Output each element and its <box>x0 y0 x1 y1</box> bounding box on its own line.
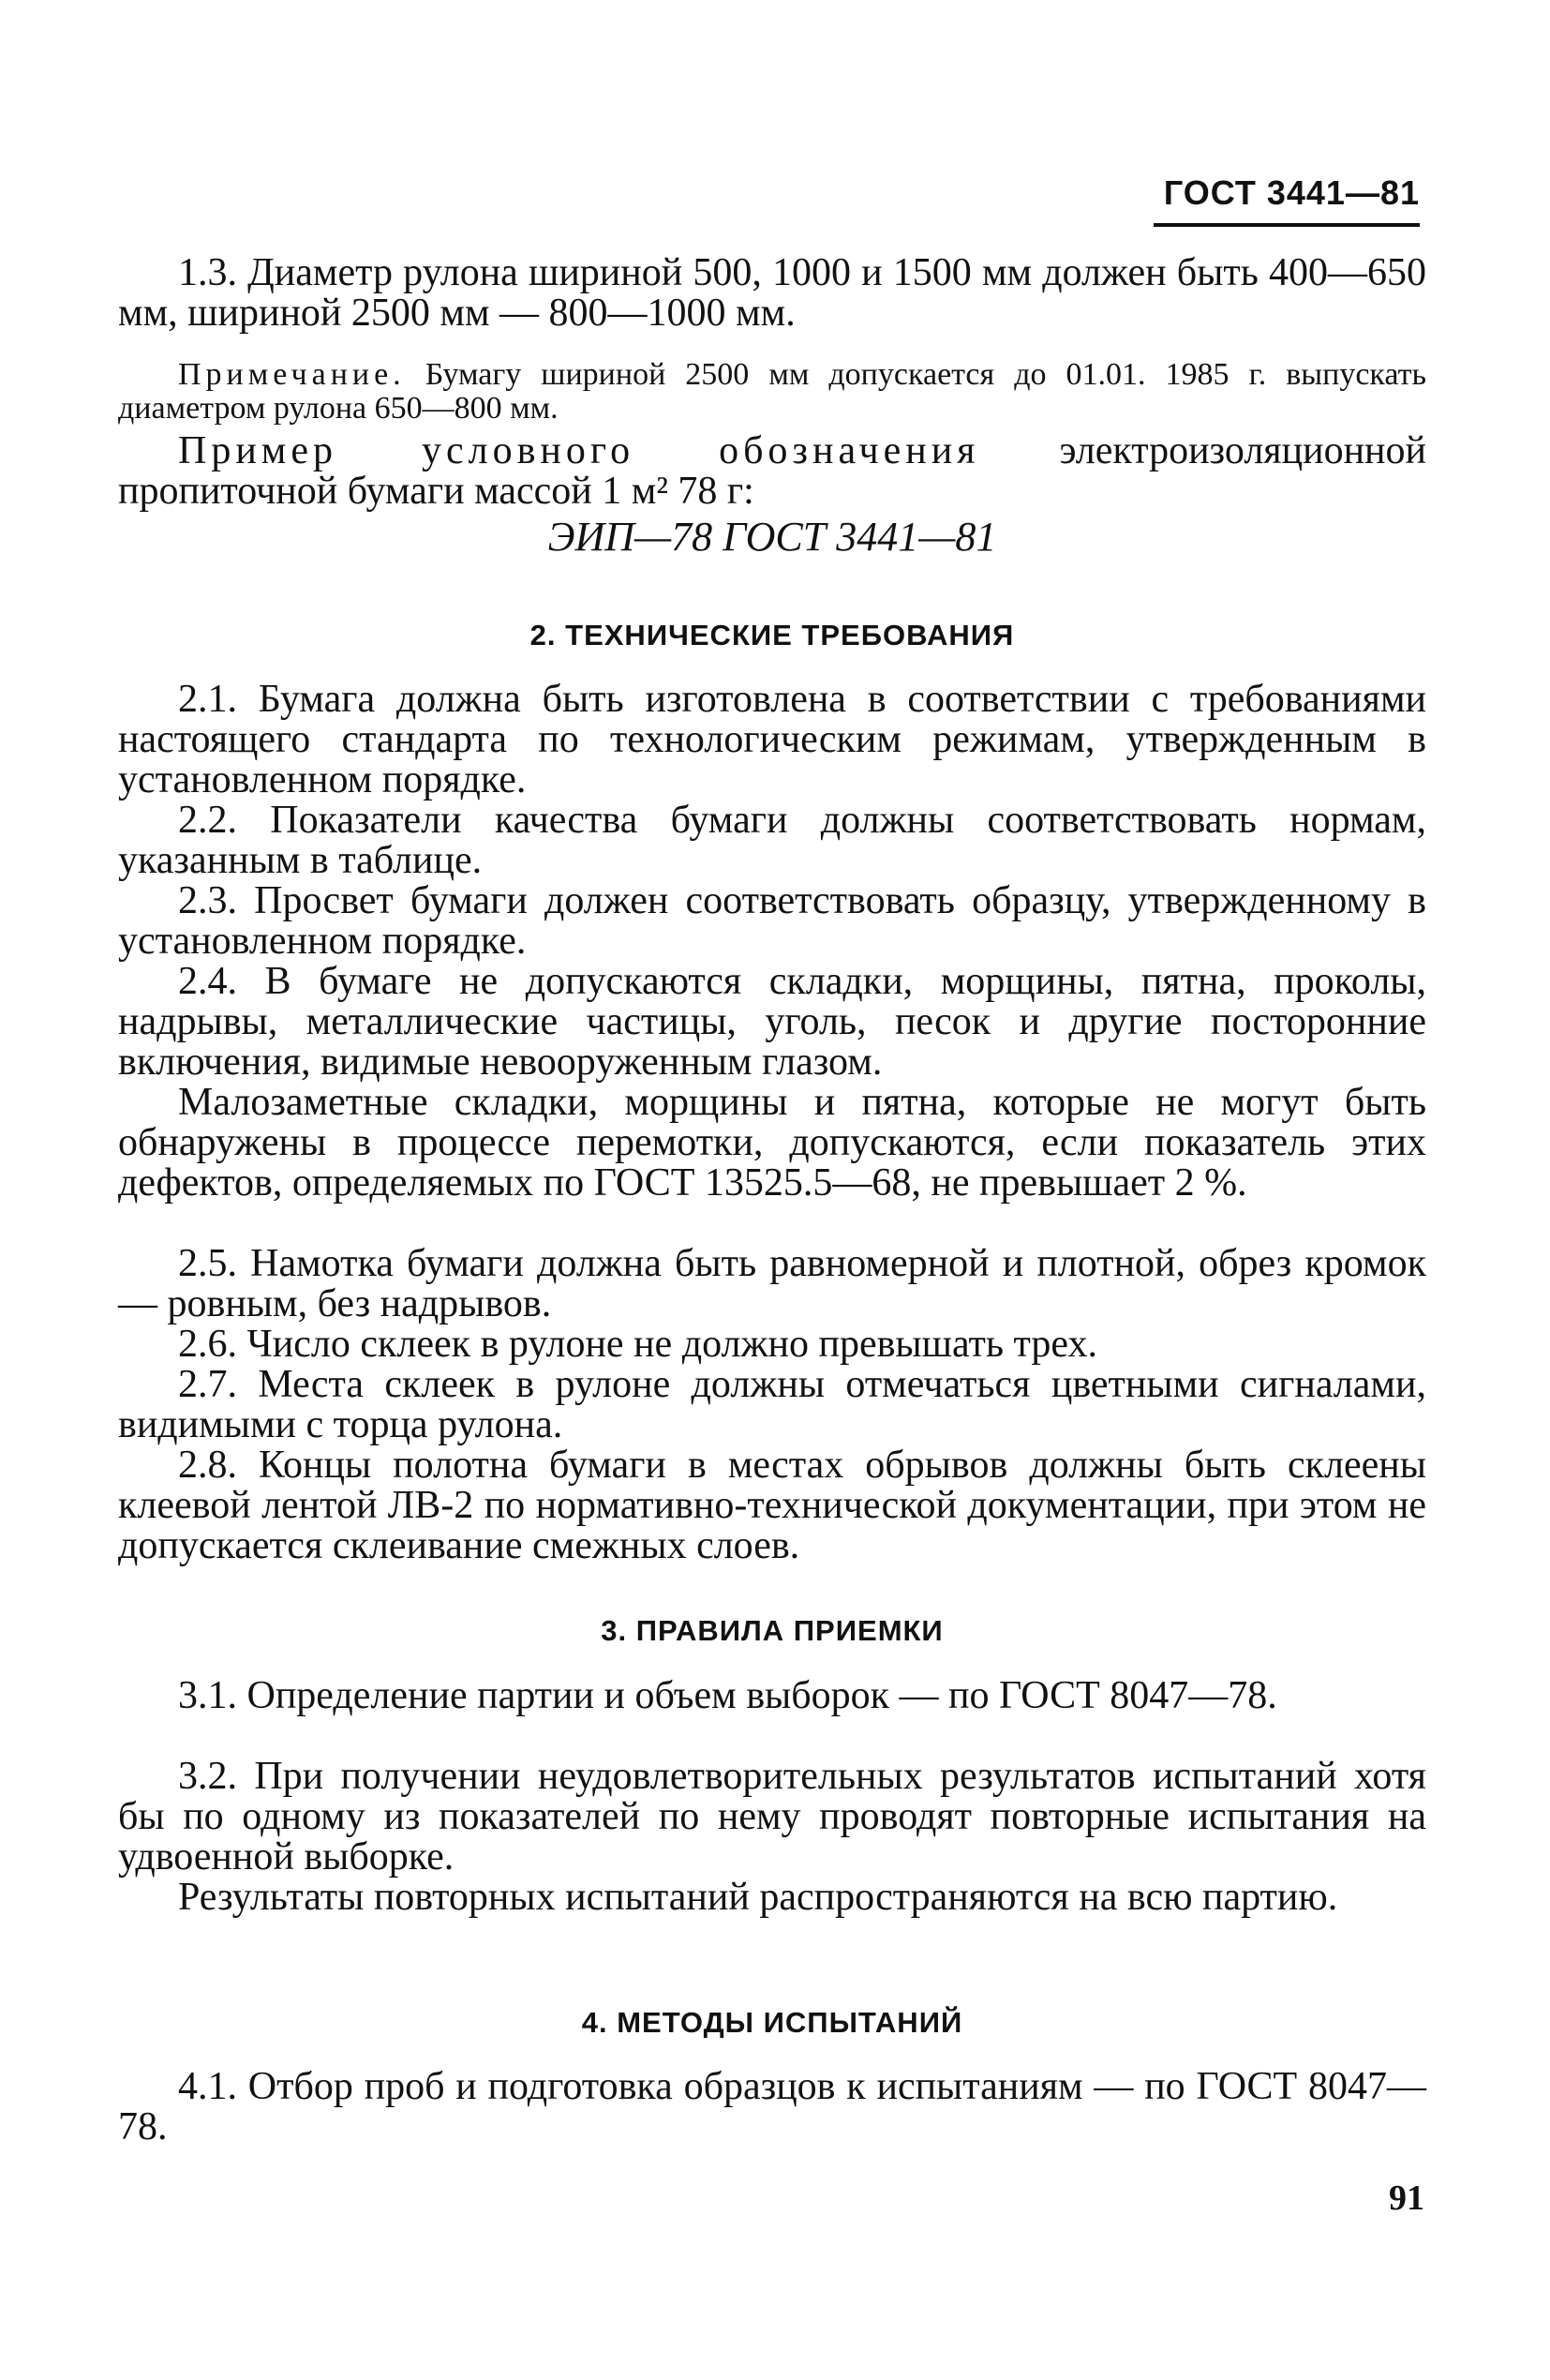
example-text: электроизоляционной пропиточной бумаги массой 1 м² 78 г: <box>118 429 1426 513</box>
clause-2-7: 2.7. Места склеек в рулоне должны отмечаться цветными сигналами, видимыми с торца рулона. <box>118 1363 1426 1446</box>
note-paragraph <box>118 358 1426 426</box>
section-4-title: 4. МЕТОДЫ ИСПЫТАНИЙ <box>581 2006 963 2039</box>
header-rule <box>1154 223 1420 227</box>
clause-2-6: 2.6. Число склеек в рулоне не должно превышать трех. <box>178 1323 1097 1366</box>
clause-2-8: 2.8. Концы полотна бумаги в местах обрывов должны быть склеены клеевой лентой ЛВ-2 по нормативно-технической документации, при этом не допускается склеивание смежных слоев. <box>118 1444 1426 1567</box>
note-text: Бумагу шириной 2500 мм допускается до 01.01. 1985 г. выпускать диаметром рулона 650—800 мм. <box>118 357 1426 426</box>
section-2-title: 2. ТЕХНИЧЕСКИЕ ТРЕБОВАНИЯ <box>529 619 1015 651</box>
section-3-title: 3. ПРАВИЛА ПРИЕМКИ <box>601 1614 944 1647</box>
clause-2-4-continued: Малозаметные складки, морщины и пятна, которые не могут быть обнаружены в процессе перемотки, допускаются, если показатель этих дефектов, определяемых по ГОСТ 13525.5—68, не превышает 2 %. <box>118 1081 1426 1205</box>
clause-3-2: 3.2. При получении неудовлетворительных результатов испытаний хотя бы по одному из показателей по нему проводят повторные испытания на удвоенной выборке. <box>118 1755 1426 1879</box>
clause-2-4: 2.4. В бумаге не допускаются складки, морщины, пятна, проколы, надрывы, металлические частицы, уголь, песок и другие посторонние включения, видимые невооруженным глазом. <box>118 960 1426 1084</box>
clause-2-2: 2.2. Показатели качества бумаги должны соответствовать нормам, указанным в таблице. <box>118 799 1426 882</box>
note-label: Примечание. <box>178 357 406 392</box>
clause-4-1: 4.1. Отбор проб и подготовка образцов к испытаниям — по ГОСТ 8047—78. <box>118 2065 1426 2148</box>
clause-3-1: 3.1. Определение партии и объем выборок — по ГОСТ 8047—78. <box>178 1674 1277 1717</box>
designation-formula: ЭИП—78 ГОСТ 3441—81 <box>547 514 997 560</box>
page-number: 91 <box>1389 2178 1424 2218</box>
clause-3-2-continued: Результаты повторных испытаний распространяются на всю партию. <box>178 1876 1338 1919</box>
clause-2-1: 2.1. Бумага должна быть изготовлена в соответствии с требованиями настоящего стандарта по технологическим режимам, утвержденным в установленном порядке. <box>118 678 1426 801</box>
example-label: Пример условного обозначения <box>178 429 980 472</box>
clause-2-3: 2.3. Просвет бумаги должен соответствовать образцу, утвержденному в установленном порядке. <box>118 879 1426 963</box>
designation-example <box>118 431 1426 512</box>
clause-1-3: 1.3. Диаметр рулона шириной 500, 1000 и 1500 мм должен быть 400—650 мм, шириной 2500 мм — 800—1000 мм. <box>118 251 1426 335</box>
clause-2-5: 2.5. Намотка бумаги должна быть равномерной и плотной, обрез кромок — ровным, без надрывов. <box>118 1242 1426 1325</box>
standard-code-header: ГОСТ 3441—81 <box>1163 173 1420 212</box>
